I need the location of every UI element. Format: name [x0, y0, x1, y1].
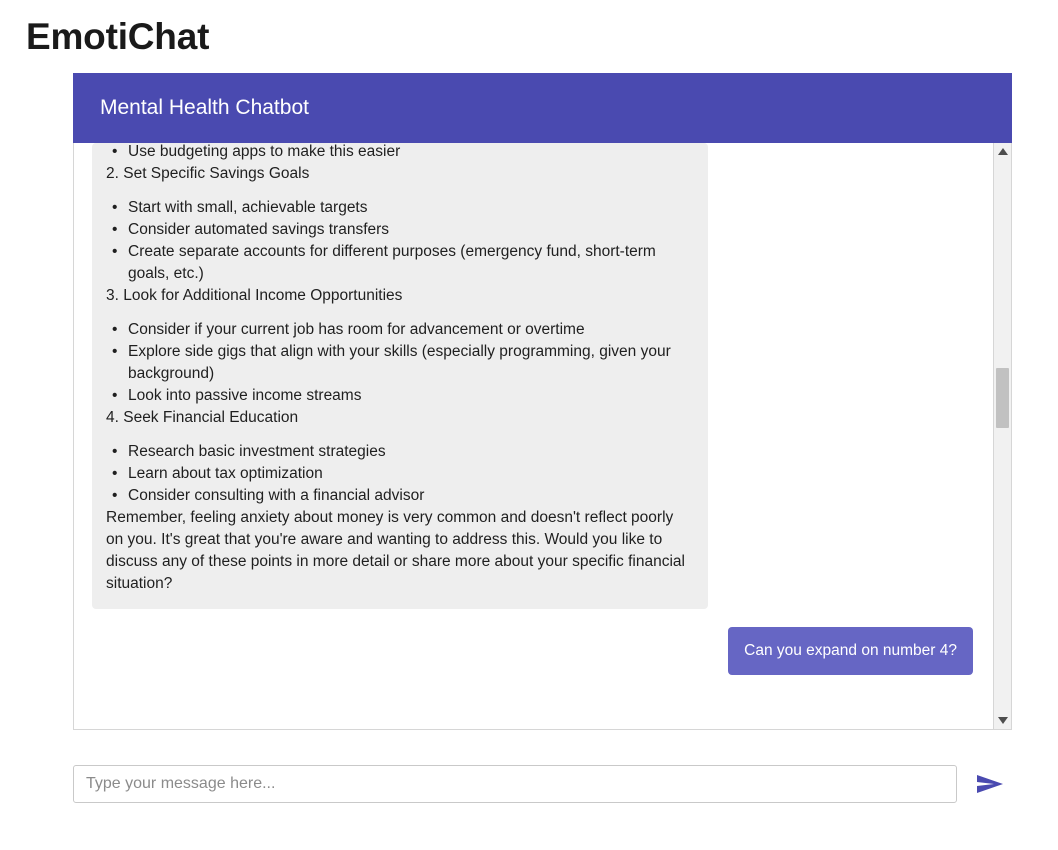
list-item: • Create separate accounts for different purposes (emergency fund, short-term goals, etc.) — [106, 241, 694, 285]
message-list — [74, 143, 993, 729]
spacer — [106, 307, 694, 319]
page-title: EmotiChat — [26, 16, 210, 57]
scrollbar-thumb[interactable] — [996, 368, 1009, 428]
list-item: • Use budgeting apps to make this easier — [106, 143, 694, 163]
message-input[interactable] — [73, 765, 957, 803]
section-3-bullets — [106, 319, 694, 407]
bot-closing-paragraph: Remember, feeling anxiety about money is very common and doesn't reflect poorly on you. It's great that you're aware and wanting to address this. Would you like to discuss any of these points in more detail or share more about your specific financial situation? — [106, 509, 685, 592]
spacer — [106, 185, 694, 197]
list-item: • Start with small, achievable targets — [106, 197, 694, 219]
bot-message — [92, 143, 708, 609]
section-heading-2: 2. Set Specific Savings Goals — [106, 165, 310, 182]
chat-header-title: Mental Health Chatbot — [100, 96, 309, 119]
chevron-down-icon — [998, 717, 1008, 724]
list-item: • Consider if your current job has room for advancement or overtime — [106, 319, 694, 341]
composer — [73, 765, 1012, 803]
chevron-up-icon — [998, 148, 1008, 155]
send-icon — [975, 772, 1005, 796]
chat-window — [73, 73, 1012, 748]
spacer — [106, 429, 694, 441]
scroll-up-button[interactable] — [994, 143, 1011, 160]
scroll-down-button[interactable] — [994, 712, 1011, 729]
list-item: • Consider automated savings transfers — [106, 219, 694, 241]
section-4-bullets — [106, 441, 694, 507]
section-heading-3: 3. Look for Additional Income Opportunities — [106, 287, 403, 304]
bot-truncated-bullets — [106, 143, 694, 163]
message-scrollbar[interactable] — [993, 143, 1011, 729]
list-item: • Explore side gigs that align with your skills (especially programming, given your background) — [106, 341, 694, 385]
user-message: Can you expand on number 4? — [728, 627, 973, 675]
list-item: • Research basic investment strategies — [106, 441, 694, 463]
list-item: • Look into passive income streams — [106, 385, 694, 407]
send-button[interactable] — [975, 772, 1005, 796]
chat-body — [73, 143, 1012, 730]
section-2-bullets — [106, 197, 694, 285]
list-item: • Learn about tax optimization — [106, 463, 694, 485]
chat-header — [73, 73, 1012, 143]
user-message-row — [92, 627, 975, 675]
section-heading-4: 4. Seek Financial Education — [106, 409, 299, 426]
list-item: • Consider consulting with a financial advisor — [106, 485, 694, 507]
